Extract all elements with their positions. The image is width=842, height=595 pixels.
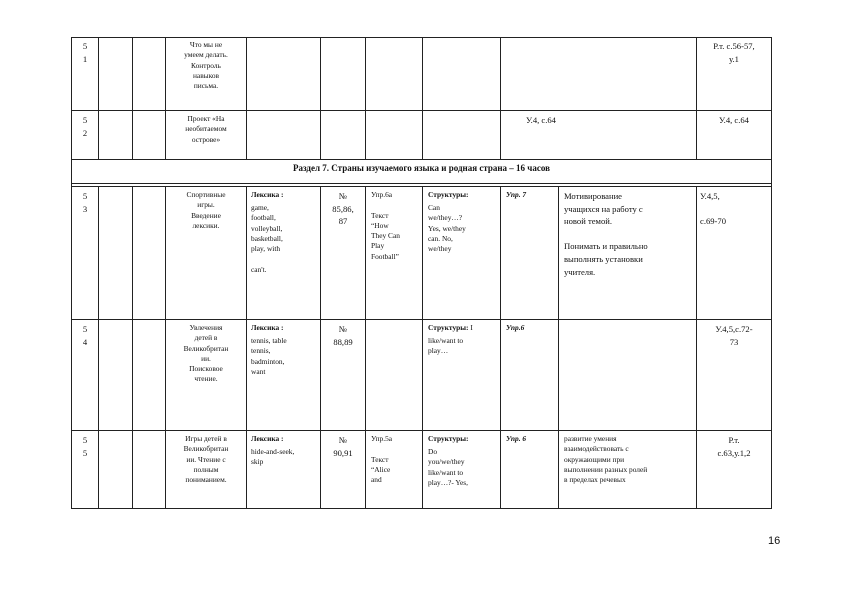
col-divider [365, 37, 366, 159]
exercise: У.4, с.64 [526, 115, 556, 125]
col-divider [246, 186, 247, 508]
structures-list: like/want to play… [428, 336, 464, 356]
structures-label-line [428, 323, 499, 333]
col-divider [422, 37, 423, 159]
col-divider [98, 37, 99, 159]
vocabulary-list: tennis, table tennis, badminton, want [251, 336, 287, 376]
lesson-number: 5 3 [82, 191, 88, 214]
vocabulary-list: hide-and-seek, skip [251, 447, 295, 467]
homework: У.4,5,с.72- 73 [715, 324, 753, 347]
row-divider [71, 183, 772, 184]
homework: Р.т. с.63,у.1,2 [717, 435, 751, 458]
structures-label: Структуры: [428, 323, 469, 332]
homework: У.4,5, с.69-70 [700, 191, 727, 227]
structures-label: Структуры: [428, 434, 469, 443]
lesson-topic: Игры детей в Великобритан ии. Чтение с полным пониманием. [183, 434, 229, 485]
lesson-topic: Спортивные игры. Введение лексики. [186, 190, 226, 230]
text-reference: Упр.5а Текст “Alice and [371, 434, 393, 485]
structures-label: Структуры: [428, 190, 469, 199]
motivation-text: Мотивирование учащихся на работу с новой темой. Понимать и правильно выполнять установки учителя. [564, 191, 648, 277]
exercise: Упр.6 [506, 323, 525, 332]
motivation-text: развитие умения взаимодействовать с окружающими при выполнении разных ролей в пределах речевых [564, 434, 648, 485]
structures-inline: I [468, 323, 473, 332]
section-heading: Раздел 7. Страны изучаемого языка и родная страна – 16 часов [292, 163, 550, 173]
lesson-number: 5 5 [82, 435, 88, 458]
col-divider [500, 186, 501, 508]
vocabulary-label: Лексика : [251, 434, 284, 443]
exercise: Упр. 7 [506, 190, 527, 199]
col-divider [365, 186, 366, 508]
structures-list: Do you/we/they like/want to play…?- Yes, [428, 447, 469, 487]
col-divider [320, 37, 321, 159]
col-divider [132, 37, 133, 159]
col-divider [246, 37, 247, 159]
lesson-topic: Увлечения детей в Великобритан ии. Поисковое чтение. [183, 323, 229, 384]
exercise-numbers: № 88,89 [333, 324, 353, 347]
exercise-numbers: № 90,91 [333, 435, 353, 458]
col-divider [98, 186, 99, 508]
exercise-numbers: № 85,86, 87 [332, 191, 354, 227]
col-divider [132, 186, 133, 508]
vocabulary-label: Лексика : [251, 323, 284, 332]
homework: У.4, с.64 [719, 115, 749, 125]
page-number: 16 [768, 535, 781, 547]
col-divider [500, 37, 501, 159]
vocabulary-label: Лексика : [251, 190, 284, 199]
homework: Р.т. с.56-57, у.1 [713, 41, 755, 64]
lesson-number: 5 2 [82, 115, 88, 138]
structures-list: Can we/they…? Yes, we/they can. No, we/they [428, 203, 466, 254]
table-border-right [771, 37, 772, 508]
col-divider [422, 186, 423, 508]
vocabulary-list: game, football, volleyball, basketball, play, with can't. [251, 203, 283, 274]
lesson-topic: Что мы не умеем делать. Контроль навыков письма. [184, 40, 228, 91]
lesson-number: 5 4 [82, 324, 88, 347]
lesson-number: 5 1 [82, 41, 88, 64]
row-divider [71, 159, 772, 160]
exercise: Упр. 6 [506, 434, 527, 443]
col-divider [558, 186, 559, 508]
table-border-bottom [71, 508, 772, 509]
text-reference: Упр.6а Текст “How They Can Play Football” [371, 190, 400, 261]
lesson-topic: Проект «На необитаемом острове» [185, 114, 227, 144]
